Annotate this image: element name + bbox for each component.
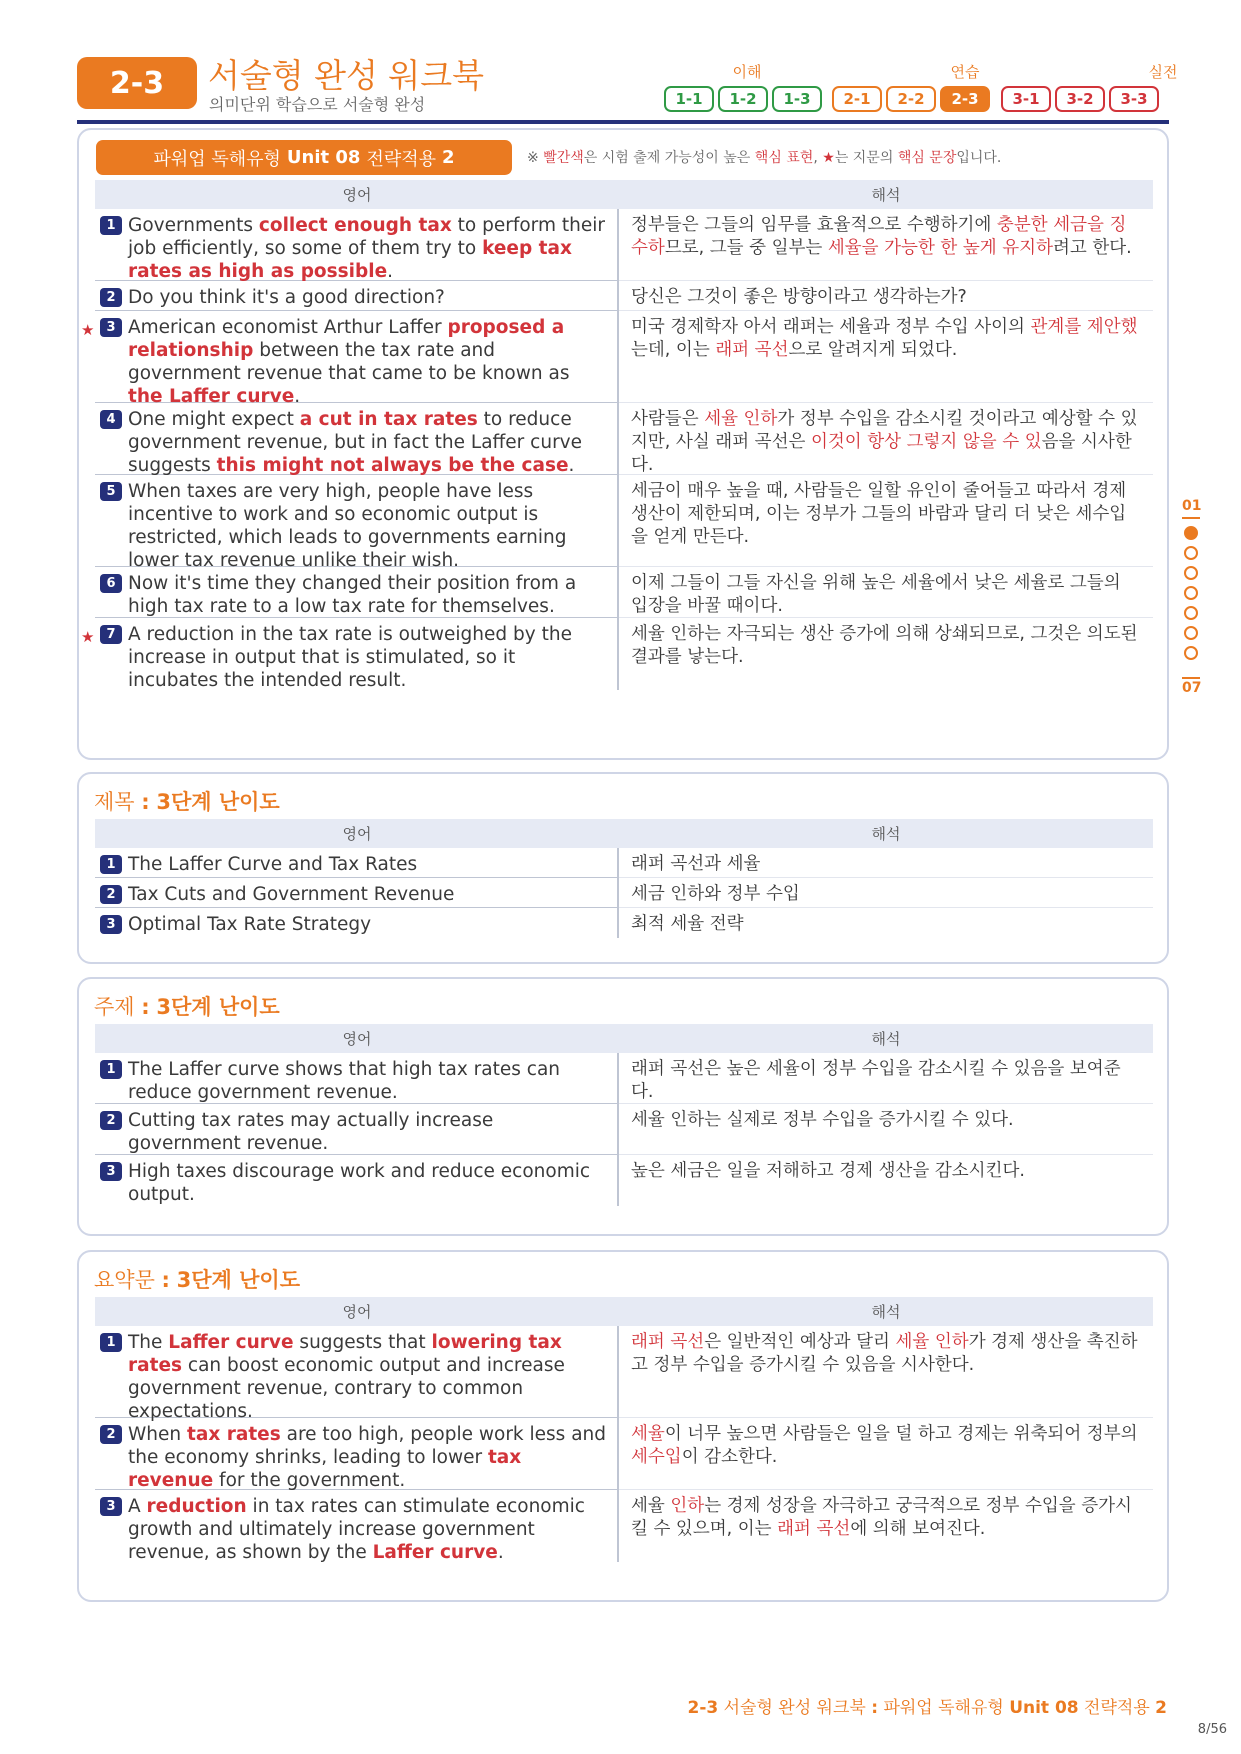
side-nav-dot[interactable] [1184,586,1198,600]
english-cell [95,878,619,908]
english-text: are too high, people work less and the economy shrinks, leading to lower [128,1424,607,1468]
key-expression-korean: 래퍼 곡선 [715,340,789,360]
key-expression: reduction [146,1496,247,1517]
page-number: 8/56 [1197,1722,1227,1737]
section-colon: : [141,995,150,1019]
english-cell [95,848,619,878]
side-nav-dot[interactable] [1184,646,1198,660]
english-cell [95,1490,619,1562]
table-row [95,567,1153,618]
table-header [95,1297,1153,1326]
level-tab-2-3[interactable]: 2-3 [940,86,990,112]
english-text: When [128,1424,188,1445]
footer-strategy: 전략적용 [1084,1698,1150,1718]
level-tab-3-2[interactable]: 3-2 [1055,86,1105,112]
korean-text: 가 경제 생산을 촉진하고 정부 수입을 증가시킬 수 있음을 시사한다. [631,1332,1138,1375]
col-header-english: 영어 [342,825,372,843]
level-group-label-understand: 이해 [732,63,762,81]
level-tab-3-3[interactable]: 3-3 [1109,86,1159,112]
section-level: 3단계 난이도 [156,790,280,814]
korean-text: 는 경제 성장을 자극하고 궁극적으로 정부 수입을 증가시킬 수 있으며, 이는 [631,1496,1132,1539]
footer-num: 2 [1155,1698,1167,1718]
korean-cell [619,1490,1153,1562]
key-expression: lowering tax rates [128,1332,562,1376]
english-text: A reduction in the tax rate is outweighed by the increase in output that is stimulated, so it incubates the intended result. [128,624,572,691]
note-star-icon: ★ [822,150,835,166]
key-expression: the Laffer curve [128,386,295,407]
korean-cell [619,1104,1153,1155]
level-tab-1-3[interactable]: 1-3 [772,86,822,112]
english-cell [81,311,619,407]
level-group-label-real: 실전 [1148,63,1178,81]
sentence-number: 2 [100,885,122,904]
table-row [95,908,1153,938]
english-cell [95,1053,619,1104]
table-row [95,1490,1153,1562]
key-expression-korean: 세수입 [631,1447,682,1467]
english-cell [95,1326,619,1422]
key-expression: keep tax rates as high as possible [128,238,572,282]
key-expression-korean: 세율 인하 [704,409,778,429]
table-row [95,281,1153,311]
sentence-number: 2 [100,1111,122,1130]
korean-text: 이제 그들이 그들 자신을 위해 높은 세율에서 낮은 세율로 그들의 입장을 바꿀 때이다. [631,573,1121,616]
korean-cell [619,908,1153,938]
unit-pill [96,140,512,175]
english-text: High taxes discourage work and reduce economic output. [128,1161,591,1205]
table-row [95,209,1153,281]
key-expression-korean: 래퍼 곡선 [777,1519,851,1539]
key-expression: Laffer curve [372,1542,498,1563]
korean-cell [619,878,1153,908]
sentence-number: 1 [100,216,122,235]
side-nav-bar-top [1182,517,1200,519]
korean-text: 당신은 그것이 좋은 방향이라고 생각하는가? [631,287,967,307]
summary-table [95,1297,1153,1562]
sentence-number: 3 [100,1497,122,1516]
korean-text: 래퍼 곡선은 높은 세율이 정부 수입을 감소시킬 수 있음을 보여준다. [631,1059,1121,1102]
summary-rows [95,1326,1153,1562]
key-expression-korean: 이것이 항상 그렇지 않을 수 있 [810,432,1042,452]
table-header [95,819,1153,848]
legend-note [527,147,1001,167]
sentence-number: 5 [100,482,122,501]
table-header [95,180,1153,209]
pill-unit: Unit 08 [286,147,361,168]
key-expression: proposed a relationship [128,317,565,361]
side-nav-end: 07 [1182,680,1202,696]
table-row [95,1326,1153,1422]
english-cell [95,209,619,281]
table-row [95,848,1153,878]
english-cell [95,567,619,618]
key-expression: a cut in tax rates [299,409,478,430]
pill-series: 파워업 독해유형 [153,148,281,170]
korean-text: 래퍼 곡선과 세율 [631,854,761,874]
korean-cell [619,475,1153,567]
title-rows [95,848,1153,938]
english-text: When taxes are very high, people have less incentive to work and so economic output is restricted, which leads to governments earning lower tax revenue unlike their wish. [128,481,567,571]
note-red-word: 빨간색 [543,150,584,166]
korean-cell [619,848,1153,878]
english-text: One might expect [128,409,300,430]
sentence-number: 6 [100,574,122,593]
col-header-korean: 해석 [871,1030,901,1048]
key-expression-korean: 래퍼 곡선 [631,1332,705,1352]
section-colon: : [141,790,150,814]
korean-text: 가 정부 수입을 감소시킬 것이라고 예상할 수 있지만, 사실 래퍼 곡선은 [631,409,1138,452]
unit-badge: 2-3 [77,57,197,109]
note-comma: , [813,150,818,166]
table-header [95,1024,1153,1053]
english-cell [95,475,619,571]
section-label: 주제 [94,995,135,1019]
level-group-label-practice: 연습 [950,63,980,81]
level-tab-2-2[interactable]: 2-2 [886,86,936,112]
english-text: Now it's time they changed their position from a high tax rate to a low tax rate for themselves. [128,573,577,617]
korean-cell [619,209,1153,281]
key-expression-korean: 인하 [670,1496,705,1516]
sentence-number: 2 [100,288,122,307]
table-row [95,403,1153,475]
key-expression-korean: 충분한 세금을 징수하 [631,215,1127,258]
table-row [81,311,1153,407]
korean-text: 세금이 매우 높을 때, 사람들은 일할 유인이 줄어들고 따라서 경제 생산이 제한되며, 이는 정부가 그들의 바람과 달리 더 낮은 세수입을 얻게 만든다. [631,481,1127,547]
page-title: 서술형 완성 워크북 [208,56,485,95]
sentence-number: 7 [100,625,122,644]
table-row [81,618,1153,691]
english-text: Optimal Tax Rate Strategy [128,914,372,935]
korean-cell [619,1326,1153,1418]
title-table [95,819,1153,938]
korean-cell [619,1418,1153,1490]
passage-table [81,180,1153,691]
theme-table [95,1024,1153,1206]
key-expression-korean: 세율 인하 [895,1332,969,1352]
english-text: for the government. [213,1470,406,1491]
footer-title [688,1693,1168,1718]
korean-cell [619,618,1153,690]
table-row [95,475,1153,571]
korean-text: 미국 경제학자 아서 래퍼는 세율과 정부 수입 사이의 [631,317,1031,337]
section-colon: : [161,1268,170,1292]
pill-strategy: 전략적용 [366,148,436,170]
note-text-1: 은 시험 출제 가능성이 높은 [583,150,751,166]
level-tab-3-1[interactable]: 3-1 [1001,86,1051,112]
english-text: . [568,455,575,476]
side-nav-bar-bottom [1182,677,1200,679]
korean-text: 는데, 이는 [631,340,716,360]
korean-cell [619,281,1153,311]
korean-cell [619,567,1153,618]
side-nav-dot[interactable] [1184,546,1198,560]
side-nav-start: 01 [1182,498,1202,514]
note-key-expr: 핵심 표현 [754,150,814,166]
english-text: Governments [128,215,259,236]
korean-text: 높은 세금은 일을 저해하고 경제 생산을 감소시킨다. [631,1161,1025,1181]
korean-text: 세금 인하와 정부 수입 [631,884,800,904]
section-title [94,786,280,816]
summary-section [77,1250,1169,1602]
korean-text: 정부들은 그들의 임무를 효율적으로 수행하기에 [631,215,997,235]
english-text: can boost economic output and increase government revenue, contrary to common expectations. [128,1355,565,1422]
korean-cell [619,1155,1153,1206]
english-text: between the tax rate and government revenue that came to be known as [128,340,570,384]
col-header-english: 영어 [342,186,372,204]
korean-text: 려고 한다. [1053,238,1132,258]
english-cell [95,1155,619,1206]
key-sentence-star-icon: ★ [81,628,95,646]
english-cell [95,1418,619,1490]
table-row [95,878,1153,908]
note-text-2: 는 지문의 [834,150,894,166]
section-level: 3단계 난이도 [176,1268,300,1292]
korean-cell [619,403,1153,475]
level-tab-1-1[interactable]: 1-1 [664,86,714,112]
section-label: 요약문 [94,1268,155,1292]
english-text: . [497,1542,504,1563]
sentence-number: 4 [100,410,122,429]
korean-cell [619,311,1153,403]
key-expression: collect enough tax [258,215,452,236]
table-row [95,1053,1153,1104]
footer-unit: Unit 08 [1009,1698,1079,1718]
korean-text: 이 감소한다. [681,1447,778,1467]
key-expression-korean: 세율을 가능한 한 높게 유지하 [827,238,1053,258]
sentence-number: 2 [100,1425,122,1444]
passage-rows [81,209,1153,691]
footer-colon: : [871,1698,879,1718]
korean-text: 최적 세율 전략 [631,914,744,934]
korean-text: 으로 알려지게 되었다. [788,340,958,360]
key-expression: this might not always be the case [216,455,569,476]
key-expression-korean: 세율 [631,1424,665,1444]
side-nav-dot[interactable] [1184,606,1198,620]
key-expression: tax rates [187,1424,281,1445]
level-tab-1-2[interactable]: 1-2 [718,86,768,112]
note-mark: ※ [527,150,539,166]
korean-text: 사람들은 [631,409,705,429]
sentence-number: 3 [100,915,122,934]
english-cell [95,281,619,311]
key-sentence-star-icon: ★ [81,321,95,339]
note-text-3: 입니다. [956,150,1002,166]
side-nav-dot[interactable] [1184,526,1198,540]
sentence-number: 3 [100,1162,122,1181]
english-text: The Laffer Curve and Tax Rates [128,854,418,875]
korean-text: 세율 인하는 실제로 정부 수입을 증가시킬 수 있다. [631,1110,1014,1130]
korean-text: 세율 인하는 자극되는 생산 증가에 의해 상쇄되므로, 그것은 의도된 결과를 낳는다. [631,624,1138,667]
english-text: Do you think it's a good direction? [128,287,445,308]
english-text: The Laffer curve shows that high tax rates can reduce government revenue. [128,1059,561,1103]
english-cell [95,908,619,938]
sentence-number: 1 [100,855,122,874]
sentence-number: 1 [100,1060,122,1079]
english-text: to perform their job efficiently, so some of them try to [128,215,605,259]
korean-text: 은 일반적인 예상과 달리 [704,1332,896,1352]
korean-text: 에 의해 보여진다. [850,1519,986,1539]
level-tab-2-1[interactable]: 2-1 [832,86,882,112]
section-title [94,1264,300,1294]
key-expression: tax revenue [128,1447,522,1491]
note-key-sentence: 핵심 문장 [897,150,957,166]
korean-cell [619,1053,1153,1104]
key-expression-korean: 관계를 제안했 [1030,317,1138,337]
korean-text: 음을 시사한다. [631,432,1132,475]
theme-rows [95,1053,1153,1206]
english-text: Cutting tax rates may actually increase government revenue. [128,1110,494,1154]
korean-text: 이 너무 높으면 사람들은 일을 덜 하고 경제는 위축되어 정부의 [664,1424,1138,1444]
english-text: The [128,1332,169,1353]
english-text: suggests that [293,1332,432,1353]
col-header-korean: 해석 [871,825,901,843]
section-label: 제목 [94,790,135,814]
side-nav-dot[interactable] [1184,566,1198,580]
title-section [77,772,1169,964]
english-text: in tax rates can stimulate economic growth and ultimately increase government revenue, as shown by the [128,1496,585,1563]
english-text: Tax Cuts and Government Revenue [128,884,455,905]
theme-section [77,977,1169,1236]
col-header-korean: 해석 [871,1303,901,1321]
english-text: to reduce government revenue, but in fact the Laffer curve suggests [128,409,582,476]
page-subtitle: 의미단위 학습으로 서술형 완성 [209,95,426,114]
key-expression: Laffer curve [168,1332,294,1353]
english-text: A [128,1496,147,1517]
col-header-english: 영어 [342,1030,372,1048]
footer-badge: 2-3 [687,1698,719,1718]
section-level: 3단계 난이도 [156,995,280,1019]
pill-num: 2 [442,147,455,168]
header-divider [77,120,1169,124]
table-row [95,1155,1153,1206]
section-title [94,991,280,1021]
english-text: American economist Arthur Laffer [128,317,448,338]
col-header-korean: 해석 [871,186,901,204]
english-cell [81,618,619,691]
footer-workbook: 서술형 완성 워크북 [723,1698,866,1718]
english-cell [95,403,619,475]
col-header-english: 영어 [342,1303,372,1321]
korean-text: 므로, 그들 중 일부는 [664,238,828,258]
passage-section [77,128,1169,760]
footer-series: 파워업 독해유형 [883,1698,1004,1718]
side-nav-dot[interactable] [1184,626,1198,640]
english-text: . [294,386,301,407]
english-cell [95,1104,619,1155]
sentence-number: 3 [100,318,122,337]
english-text: . [387,261,394,282]
table-row [95,1104,1153,1155]
korean-text: 세율 [631,1496,671,1516]
sentence-number: 1 [100,1333,122,1352]
table-row [95,1418,1153,1490]
